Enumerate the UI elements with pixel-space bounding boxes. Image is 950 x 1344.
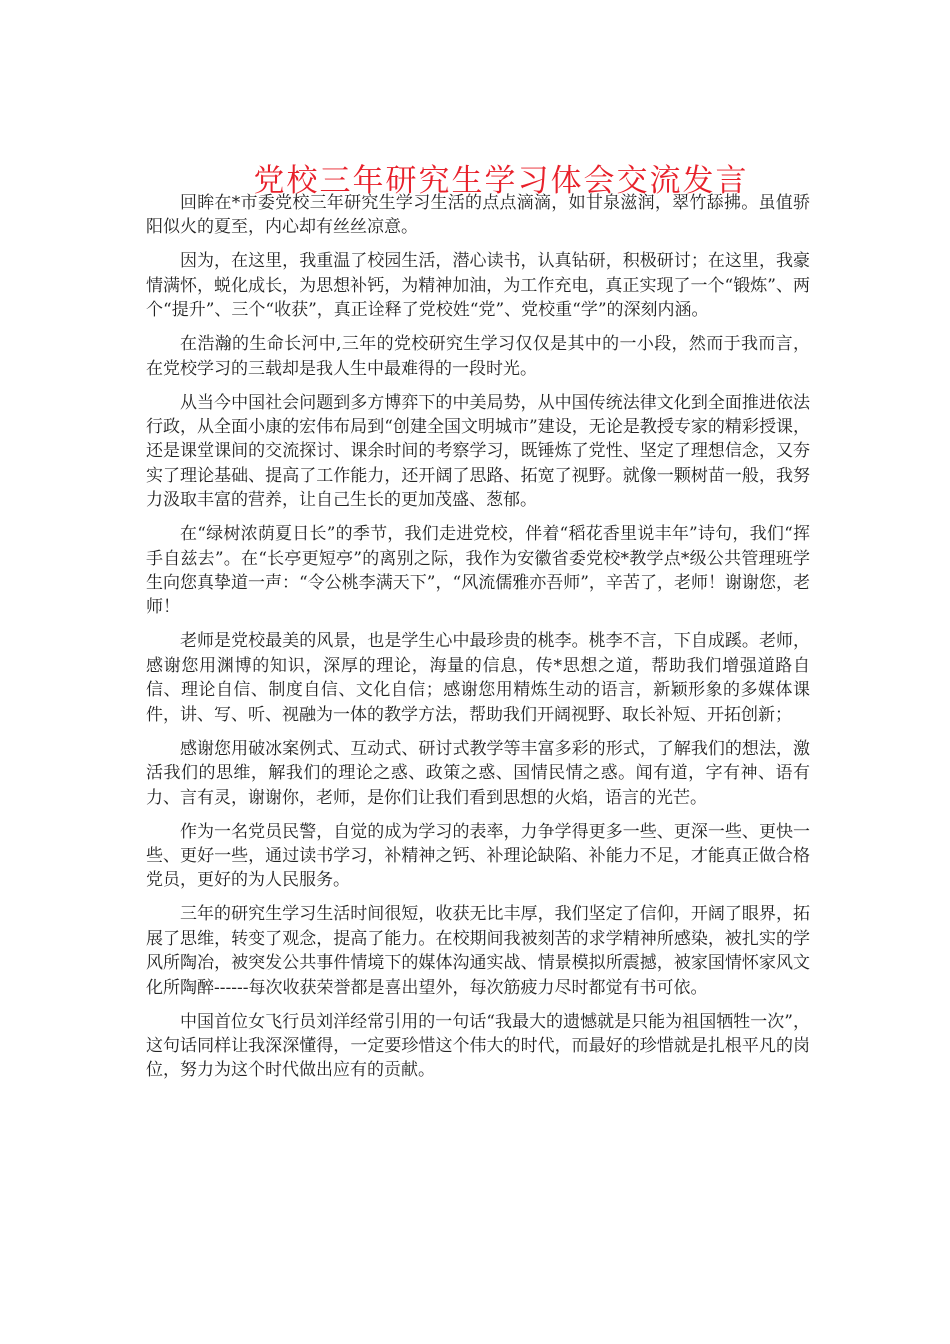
paragraph-2: 因为，在这里，我重温了校园生活，潜心读书，认真钻研，积极研讨；在这里，我豪情满怀，蜕化成长，为思想补钙，为精神加油，为工作充电，真正实现了一个“锻炼”、两个“提升”、三个“收获”，真正诠释了党校姓“党”、党校重“学”的深刻内涵。 bbox=[146, 251, 810, 321]
paragraph-5: 在“绿树浓荫夏日长”的季节，我们走进党校，伴着“稻花香里说丰年”诗句，我们“挥手自兹去”。在“长亭更短亭”的离别之际，我作为安徽省委党校*教学点*级公共管理班学生向您真挚道一声：“令公桃李满天下”，“风流儒雅亦吾师”，辛苦了，老师！谢谢您，老师！ bbox=[146, 524, 810, 618]
paragraph-3: 在浩瀚的生命长河中,三年的党校研究生学习仅仅是其中的一小段，然而于我而言，在党校学习的三载却是我人生中最难得的一段时光。 bbox=[146, 334, 810, 379]
paragraph-6: 老师是党校最美的风景，也是学生心中最珍贵的桃李。桃李不言，下自成蹊。老师，感谢您用渊博的知识，深厚的理论，海量的信息，传*思想之道，帮助我们增强道路自信、理论自信、制度自信、文化自信；感谢您用精炼生动的语言，新颖形象的多媒体课件，讲、写、听、视融为一体的教学方法，帮助我们开阔视野、取长补短、开拓创新； bbox=[146, 631, 810, 725]
paragraph-4: 从当今中国社会问题到多方博弈下的中美局势，从中国传统法律文化到全面推进依法行政，从全面小康的宏伟布局到“创建全国文明城市”建设，无论是教授专家的精彩授课，还是课堂课间的交流探讨、课余时间的考察学习，既锤炼了党性、坚定了理想信念，又夯实了理论基础、提高了工作能力，还开阔了思路、拓宽了视野。就像一颗树苗一般，我努力汲取丰富的营养，让自己生长的更加茂盛、葱郁。 bbox=[146, 392, 810, 511]
paragraph-9: 三年的研究生学习生活时间很短，收获无比丰厚，我们坚定了信仰，开阔了眼界，拓展了思维，转变了观念，提高了能力。在校期间我被刻苦的求学精神所感染，被扎实的学风所陶冶，被突发公共事件情境下的媒体沟通实战、情景模拟所震撼，被家国情怀家风文化所陶醉------每次收获荣誉都是喜出望外，每次筋疲力尽时都觉有书可依。 bbox=[146, 904, 810, 998]
paragraph-8: 作为一名党员民警，自觉的成为学习的表率，力争学得更多一些、更深一些、更快一些、更好一些，通过读书学习，补精神之钙、补理论缺陷、补能力不足，才能真正做合格党员，更好的为人民服务。 bbox=[146, 821, 810, 891]
paragraph-7: 感谢您用破冰案例式、互动式、研讨式教学等丰富多彩的形式，了解我们的想法，激活我们的思维，解我们的理论之惑、政策之惑、国情民情之惑。闻有道，字有神、语有力、言有灵，谢谢你，老师，是你们让我们看到思想的火焰，语言的光芒。 bbox=[146, 738, 810, 808]
paragraph-1: 回眸在*市委党校三年研究生学习生活的点点滴滴，如甘泉滋润，翠竹舔拂。虽值骄阳似火的夏至，内心却有丝丝凉意。 bbox=[146, 193, 810, 238]
paragraph-10: 中国首位女飞行员刘洋经常引用的一句话“我最大的遗憾就是只能为祖国牺牲一次”，这句话同样让我深深懂得，一定要珍惜这个伟大的时代，而最好的珍惜就是扎根平凡的岗位，努力为这个时代做出应有的贡献。 bbox=[146, 1011, 810, 1081]
document-title: 党校三年研究生学习体会交流发言 bbox=[253, 162, 749, 199]
document-body bbox=[146, 191, 810, 1092]
